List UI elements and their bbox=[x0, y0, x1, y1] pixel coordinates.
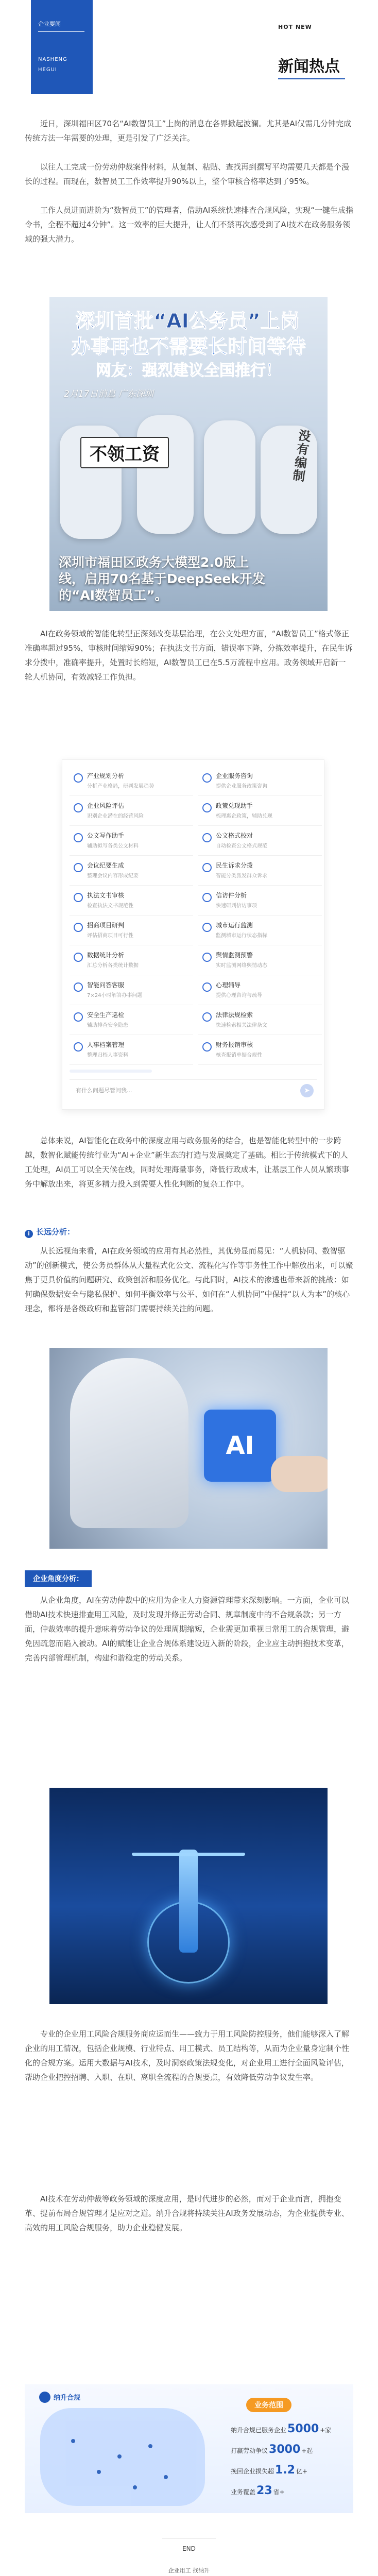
map-pin-icon bbox=[148, 2444, 152, 2448]
hero-caption-2: 线，启用70名基于DeepSeek开发 bbox=[59, 571, 265, 586]
chat-input-row[interactable] bbox=[70, 1079, 317, 1100]
map-pin-icon bbox=[71, 2439, 75, 2443]
justice-scale-image bbox=[49, 1788, 328, 2004]
body-paragraph-5: AI技术在劳动仲裁等政务领域的深度应用，是时代进步的必然，而对于企业而言，拥抱变革、提前布局合规管理才是应对之道。纳升合规将持续关注AI政务发展动态，为企业提供专业、高效的用工风险合规服务，助力企业稳健发展。 bbox=[25, 2194, 349, 2232]
service-icon bbox=[74, 773, 83, 783]
hero-headline-3: 网友：强烈建议全国推行！ bbox=[96, 362, 281, 380]
robot-figure bbox=[137, 415, 194, 534]
header-sub-1: NASHENG bbox=[38, 57, 67, 62]
send-icon[interactable]: ➤ bbox=[300, 1084, 314, 1097]
service-desc: 快速检索相关法律条文 bbox=[216, 1023, 267, 1028]
hero-headline-2: 办事再也不需要长时间等待 bbox=[71, 335, 306, 358]
service-item[interactable] bbox=[198, 916, 322, 945]
body-paragraph-3: 总体来说，AI智能化在政务中的深度应用与政务服务的结合，也是智能化转型中的一步跨越，数智化赋能传统行业为“AI+企业”新生态的打造与发展奠定了基础。相比于传统模式下的人工处理，AI员工可以全天候在线，同时处理海量事务，降低行政成本，让基层工作人员从繁琐事务中解放出来，将更多精力投入到需要人性化判断的复杂工作中。 bbox=[25, 1136, 349, 1189]
human-hand bbox=[271, 1456, 328, 1492]
service-desc: 提供心理咨询与疏导 bbox=[216, 993, 262, 998]
robot-figure bbox=[70, 1358, 188, 1528]
service-item[interactable] bbox=[198, 975, 322, 1005]
intro-paragraph-1: 近日，深圳福田区70名“AI数智员工”上岗的消息在各界掀起波澜。尤其是AI仅需几分钟完成传统方法一年需要的处理，更是引发了广泛关注。 bbox=[25, 119, 352, 143]
map-pin-icon bbox=[164, 2475, 168, 2479]
service-icon bbox=[202, 953, 212, 962]
service-item[interactable] bbox=[198, 1035, 322, 1065]
service-name: 执法文书审核 bbox=[87, 892, 125, 899]
robot-figure bbox=[204, 420, 255, 534]
service-desc: 快速研判信访事项 bbox=[216, 903, 257, 909]
service-name: 信访件分析 bbox=[216, 892, 247, 899]
service-name: 民生诉求分拨 bbox=[216, 862, 253, 869]
service-icon bbox=[74, 833, 83, 842]
body-paragraph-4: 专业的企业用工风险合规服务商应运而生——致力于用工风险防控服务，他们能够深入了解企业的用工情况，包括企业规模、行业特点、用工模式、员工结构等，从而为企业量身定制个性化的合规方案。运用大数据与AI技术，及时洞察政策法规变化，对企业用工进行全面风险评估，帮助企业把控招聘、入职、在职、离职全流程的合规要点，有效降低劳动争议发生率。 bbox=[25, 2029, 350, 2082]
info-icon: i bbox=[25, 1230, 33, 1238]
business-scope-title: 业务范围 bbox=[246, 2398, 291, 2412]
service-item[interactable] bbox=[198, 766, 322, 796]
service-name: 城市运行监测 bbox=[216, 922, 253, 929]
map-pin-icon bbox=[117, 2454, 122, 2459]
hot-new-label: HOT NEW bbox=[278, 24, 312, 30]
map-pin-icon bbox=[133, 2485, 137, 2489]
section-enterprise-text: 从企业角度，AI在劳动仲裁中的应用为企业人力资源管理带来深刻影响。一方面，企业可以借助AI技术快速排查用工风险，及时发现并修正劳动合同、规章制度中的不合规条款；另一方面，仲裁效率的提升意味着劳动争议的处理周期缩短，企业需更加重视日常用工的合规管理，避免因疏忽而陷入被动。AI的赋能让企业合规体系建设迈入新的阶段，企业应主动拥抱技术变革，完善内部管理机制，构建和谐稳定的劳动关系。 bbox=[25, 1596, 350, 1663]
header-divider bbox=[38, 31, 84, 32]
company-info-block bbox=[25, 2384, 353, 2513]
hero-date: 2月17日消息 广东深圳 bbox=[64, 389, 153, 399]
service-name: 产业规划分析 bbox=[87, 772, 125, 779]
service-name: 政策兑现助手 bbox=[216, 802, 253, 809]
service-desc: 评估招商项目可行性 bbox=[87, 933, 133, 939]
header-sub-2: HEGUI bbox=[38, 67, 57, 73]
service-name: 财务报销审核 bbox=[216, 1041, 253, 1048]
service-icon bbox=[202, 1042, 212, 1052]
service-desc: 汇总分析各类统计数据 bbox=[87, 963, 139, 969]
service-desc: 辅助拟写各类公文材料 bbox=[87, 843, 139, 849]
service-name: 人事档案管理 bbox=[87, 1041, 125, 1048]
hero-caption-1: 深圳市福田区政务大模型2.0版上 bbox=[59, 555, 249, 570]
service-grid bbox=[62, 759, 324, 1110]
service-desc: 辅助排查安全隐患 bbox=[87, 1023, 128, 1028]
service-item[interactable] bbox=[198, 856, 322, 886]
service-icon bbox=[202, 982, 212, 992]
stat-recovered: 挽回企业损失超1.2 亿+ bbox=[231, 2464, 308, 2477]
title-underline bbox=[278, 78, 345, 79]
service-item[interactable] bbox=[70, 886, 193, 916]
section-longterm-text: 从长远视角来看，AI在政务领域的应用有其必然性，其优势显而易见：“人机协同、数智驱动”的创新模式，使公务员群体从大量程式化公文、流程化写作等事务性工作中解放出来，可以聚焦于更具价值的问题研究、政策创新和服务优化。与此同时，AI技术的渗透也带来新的挑战：如何确保数据安全与隐私保护、如何平衡效率与公平、如何在“人机协同”中保持“以人为本”的核心理念，都将是各级政府和监管部门需要持续关注的问题。 bbox=[25, 1246, 353, 1313]
service-item[interactable] bbox=[198, 945, 322, 975]
service-item[interactable] bbox=[70, 916, 193, 945]
service-desc: 核查报销单据合规性 bbox=[216, 1053, 262, 1058]
map-pin-icon bbox=[97, 2470, 101, 2474]
service-desc: 7×24小时解答办事问题 bbox=[87, 993, 143, 998]
service-item[interactable] bbox=[198, 886, 322, 916]
service-icon bbox=[74, 1012, 83, 1022]
service-item[interactable] bbox=[70, 796, 193, 826]
company-name: 纳升合规 bbox=[54, 2394, 81, 2402]
footer-line-1: 企业用工 找纳升 bbox=[168, 2567, 210, 2574]
stat-won: 打赢劳动争议3000 +起 bbox=[231, 2443, 313, 2456]
service-desc: 整理会议内容形成纪要 bbox=[87, 873, 139, 879]
service-name: 数据统计分析 bbox=[87, 952, 125, 959]
service-icon bbox=[74, 953, 83, 962]
service-icon bbox=[202, 773, 212, 783]
service-name: 舆情监测预警 bbox=[216, 952, 253, 959]
scroll-indicator bbox=[70, 1070, 152, 1073]
service-item[interactable] bbox=[70, 975, 193, 1005]
service-desc: 自动检查公文格式规范 bbox=[216, 843, 267, 849]
footer bbox=[25, 2566, 353, 2576]
service-item[interactable] bbox=[70, 1005, 193, 1035]
service-name: 招商项目研判 bbox=[87, 922, 125, 929]
service-item[interactable] bbox=[198, 826, 322, 856]
service-desc: 提供企业服务政策咨询 bbox=[216, 784, 267, 789]
service-icon bbox=[74, 863, 83, 872]
service-icon bbox=[202, 803, 212, 812]
service-desc: 梳理惠企政策，辅助兑现 bbox=[216, 814, 272, 819]
company-logo bbox=[39, 2392, 80, 2403]
end-label: END bbox=[182, 2545, 196, 2552]
stat-coverage: 业务覆盖23 省+ bbox=[231, 2484, 285, 2497]
service-item[interactable] bbox=[70, 945, 193, 975]
header bbox=[0, 0, 378, 108]
section-label-text: 长远分析： bbox=[36, 1227, 75, 1236]
service-desc: 整理归档人事资料 bbox=[87, 1053, 128, 1058]
service-name: 企业风险评估 bbox=[87, 802, 125, 809]
service-item[interactable] bbox=[70, 856, 193, 886]
hero-side-text: 没有编制 bbox=[291, 428, 312, 484]
scale-beam bbox=[132, 1853, 245, 1856]
hero-headline-1: 深圳首批“AI公务员”上岗 bbox=[75, 310, 300, 332]
service-icon bbox=[202, 1012, 212, 1022]
hero-caption-3: 的“AI数智员工”。 bbox=[59, 588, 168, 603]
service-name: 公文格式校对 bbox=[216, 832, 253, 839]
service-icon bbox=[202, 923, 212, 932]
service-icon bbox=[202, 893, 212, 902]
service-item[interactable] bbox=[198, 1005, 322, 1035]
service-icon bbox=[74, 1042, 83, 1052]
section-label-enterprise: 企业角度分析： bbox=[25, 1570, 92, 1587]
service-desc: 实时监测网络舆情动态 bbox=[216, 963, 267, 969]
header-tag: 企业要闻 bbox=[38, 21, 61, 27]
service-item[interactable] bbox=[198, 796, 322, 826]
intro-paragraph-2: 以往人工完成一份劳动仲裁案件材料，从复制、粘贴、查找再到撰写平均需要几天都是个漫长的过程。而现在，数智员工工作效率提升90%以上，整个审核合格率达到了95%。 bbox=[25, 162, 350, 186]
service-icon bbox=[202, 863, 212, 872]
stat-served: 纳升合规已服务企业5000 +家 bbox=[231, 2422, 332, 2435]
service-name: 企业服务咨询 bbox=[216, 772, 253, 779]
body-paragraph-2: AI在政务领域的智能化转型正深刻改变基层治理，在公文处理方面，“AI数智员工”格式修正准确率超过95%，审核时间缩短90%；在执法文书方面，错误率下降，分拣效率提升，在民生诉求分拨中，准确率提升，处置时长缩短，AI数智员工已在5.5万流程中应用。政务领域开启新一轮人机协同，有效减轻工作负担。 bbox=[25, 629, 353, 682]
section-label-longterm bbox=[25, 1226, 75, 1238]
hero-image bbox=[49, 297, 328, 611]
service-item[interactable] bbox=[70, 1035, 193, 1065]
service-desc: 分析产业格局，研判发展趋势 bbox=[87, 784, 154, 789]
hero-badge: 不领工资 bbox=[80, 437, 169, 468]
service-desc: 检查执法文书规范性 bbox=[87, 903, 133, 909]
service-name: 会议纪要生成 bbox=[87, 862, 125, 869]
service-name: 安全生产巡检 bbox=[87, 1011, 125, 1019]
service-desc: 识别企业潜在的经营风险 bbox=[87, 814, 144, 819]
service-name: 公文写作助手 bbox=[87, 832, 125, 839]
service-icon bbox=[74, 923, 83, 932]
china-map bbox=[40, 2408, 205, 2506]
service-icon bbox=[202, 833, 212, 842]
service-name: 心理辅导 bbox=[216, 981, 241, 989]
header-badge-panel bbox=[31, 0, 93, 94]
logo-mark-icon bbox=[39, 2392, 50, 2403]
service-item[interactable] bbox=[70, 826, 193, 856]
service-item[interactable] bbox=[70, 766, 193, 796]
page-title: 新闻热点 bbox=[278, 58, 340, 76]
intro-paragraph-3: 工作人员进而进阶为“数智员工”的管理者，借助AI系统快速排查合规风险，实现“一键生成指令书，全程不超过4分钟”。这一效率的巨大提升，让人们不禁再次感受到了AI技术在政务服务领域的强大潜力。 bbox=[25, 206, 354, 244]
ai-robot-image bbox=[49, 1348, 328, 1549]
service-desc: 监测城市运行状态指标 bbox=[216, 933, 267, 939]
service-name: 智能问答客服 bbox=[87, 981, 125, 989]
service-icon bbox=[74, 982, 83, 992]
service-icon bbox=[74, 893, 83, 902]
chat-input-placeholder: 有什么问题尽管问我... bbox=[76, 1087, 132, 1094]
scale-pillar bbox=[179, 1850, 198, 1953]
service-name: 法律法规检索 bbox=[216, 1011, 253, 1019]
service-icon bbox=[74, 803, 83, 812]
service-desc: 智能分类派发群众诉求 bbox=[216, 873, 267, 879]
ai-chip-icon: AI bbox=[204, 1410, 276, 1482]
